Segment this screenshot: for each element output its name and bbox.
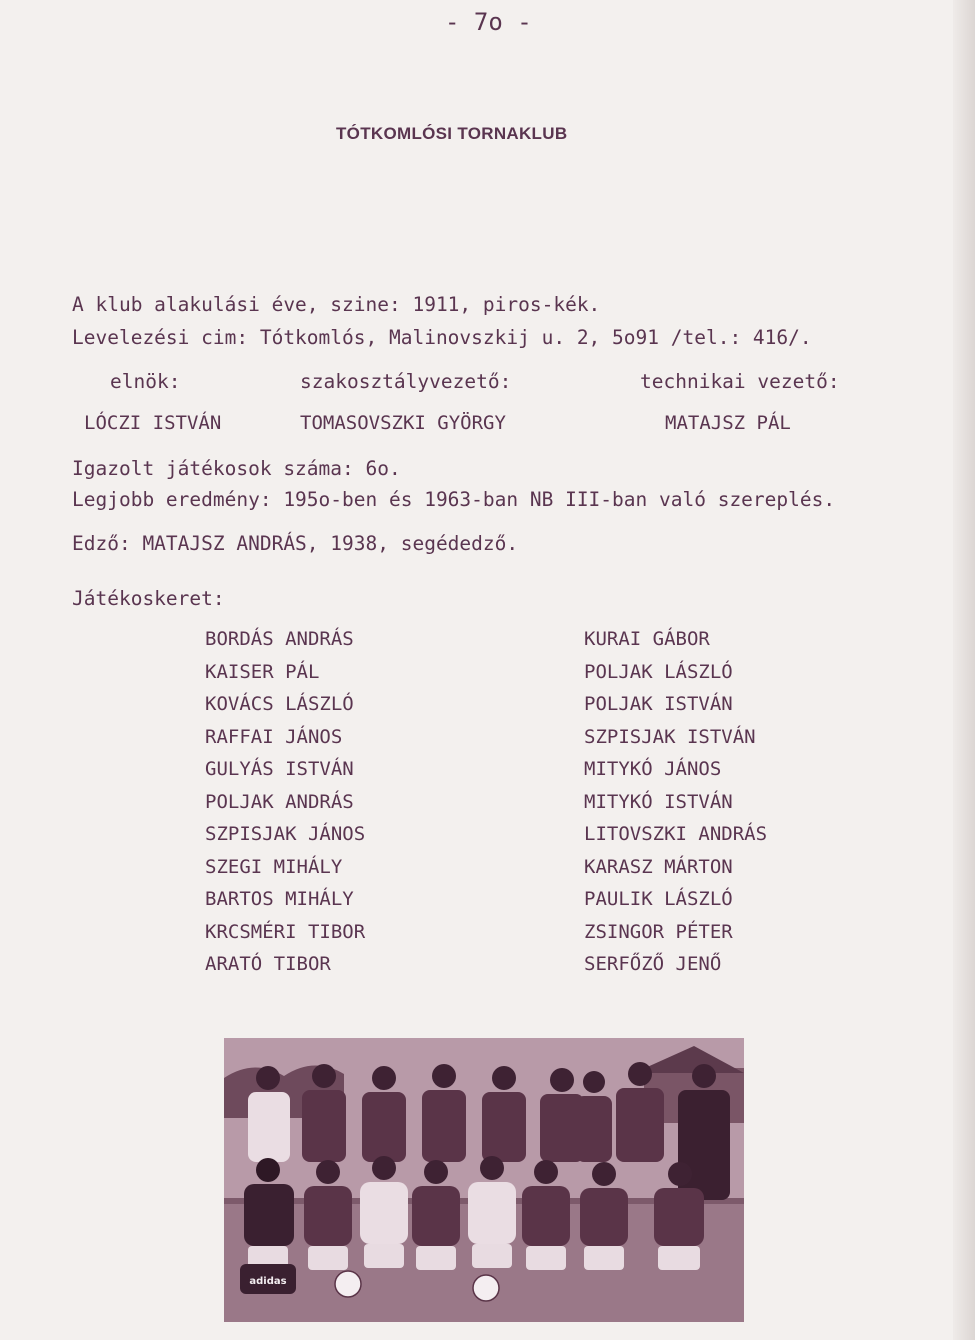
player-name: ARATÓ TIBOR [205,953,331,975]
technical-lead-label: technikai vezető: [640,370,840,393]
club-address-line: Levelezési cim: Tótkomlós, Malinovszkij u. 2, 5o91 /tel.: 416/. [72,326,812,349]
football [335,1271,361,1297]
squad-list-right [584,623,767,981]
player-name: SZEGI MIHÁLY [205,855,343,878]
player-name: KOVÁCS LÁSZLÓ [205,693,354,715]
president-label: elnök: [110,370,181,393]
page-gutter-shadow [953,0,975,1340]
technical-lead-name: MATAJSZ PÁL [665,412,791,434]
player-name: ZSINGOR PÉTER [584,920,733,943]
player-name: BORDÁS ANDRÁS [205,628,354,650]
player-name: PAULIK LÁSZLÓ [584,888,733,910]
adidas-bag-text: adidas [249,1276,287,1287]
best-result-line: Legjobb eredmény: 195o-ben és 1963-ban NB III-ban való szereplés. [72,488,836,511]
section-head-label: szakosztályvezető: [300,370,512,393]
player-name: SZPISJAK ISTVÁN [584,725,756,748]
player-name: POLJAK ISTVÁN [584,693,733,715]
player-name: BARTOS MIHÁLY [205,888,354,910]
squad-list-left [205,623,365,981]
registered-players-line: Igazolt játékosok száma: 6o. [72,457,401,480]
coach-line: Edző: MATAJSZ ANDRÁS, 1938, segédedző. [72,532,519,555]
page-number: - 7o - [445,8,532,36]
player-name: KAISER PÁL [205,660,320,683]
squad-heading: Játékoskeret: [72,587,225,610]
page-title: TÓTKOMLÓSI TORNAKLUB [336,124,568,143]
team-photo-illustration [224,1038,744,1322]
president-name: LÓCZI ISTVÁN [84,412,222,434]
player-name: SZPISJAK JÁNOS [205,823,366,845]
football [473,1275,499,1301]
player-name: GULYÁS ISTVÁN [205,758,354,780]
player-name: SERFŐZŐ JENŐ [584,953,722,975]
player-name: LITOVSZKI ANDRÁS [584,823,768,845]
player-name: RAFFAI JÁNOS [205,725,343,748]
player-name: MITYKÓ JÁNOS [584,758,722,780]
player-name: KURAI GÁBOR [584,628,710,650]
player-name: POLJAK LÁSZLÓ [584,660,733,683]
player-name: MITYKÓ ISTVÁN [584,790,733,813]
player-name: POLJAK ANDRÁS [205,790,354,813]
player-name: KRCSMÉRI TIBOR [205,920,366,943]
team-photo [224,1038,744,1322]
section-head-name: TOMASOVSZKI GYÖRGY [300,412,506,434]
club-founded-line: A klub alakulási éve, szine: 1911, piros-kék. [72,293,601,316]
player-name: KARASZ MÁRTON [584,855,733,878]
